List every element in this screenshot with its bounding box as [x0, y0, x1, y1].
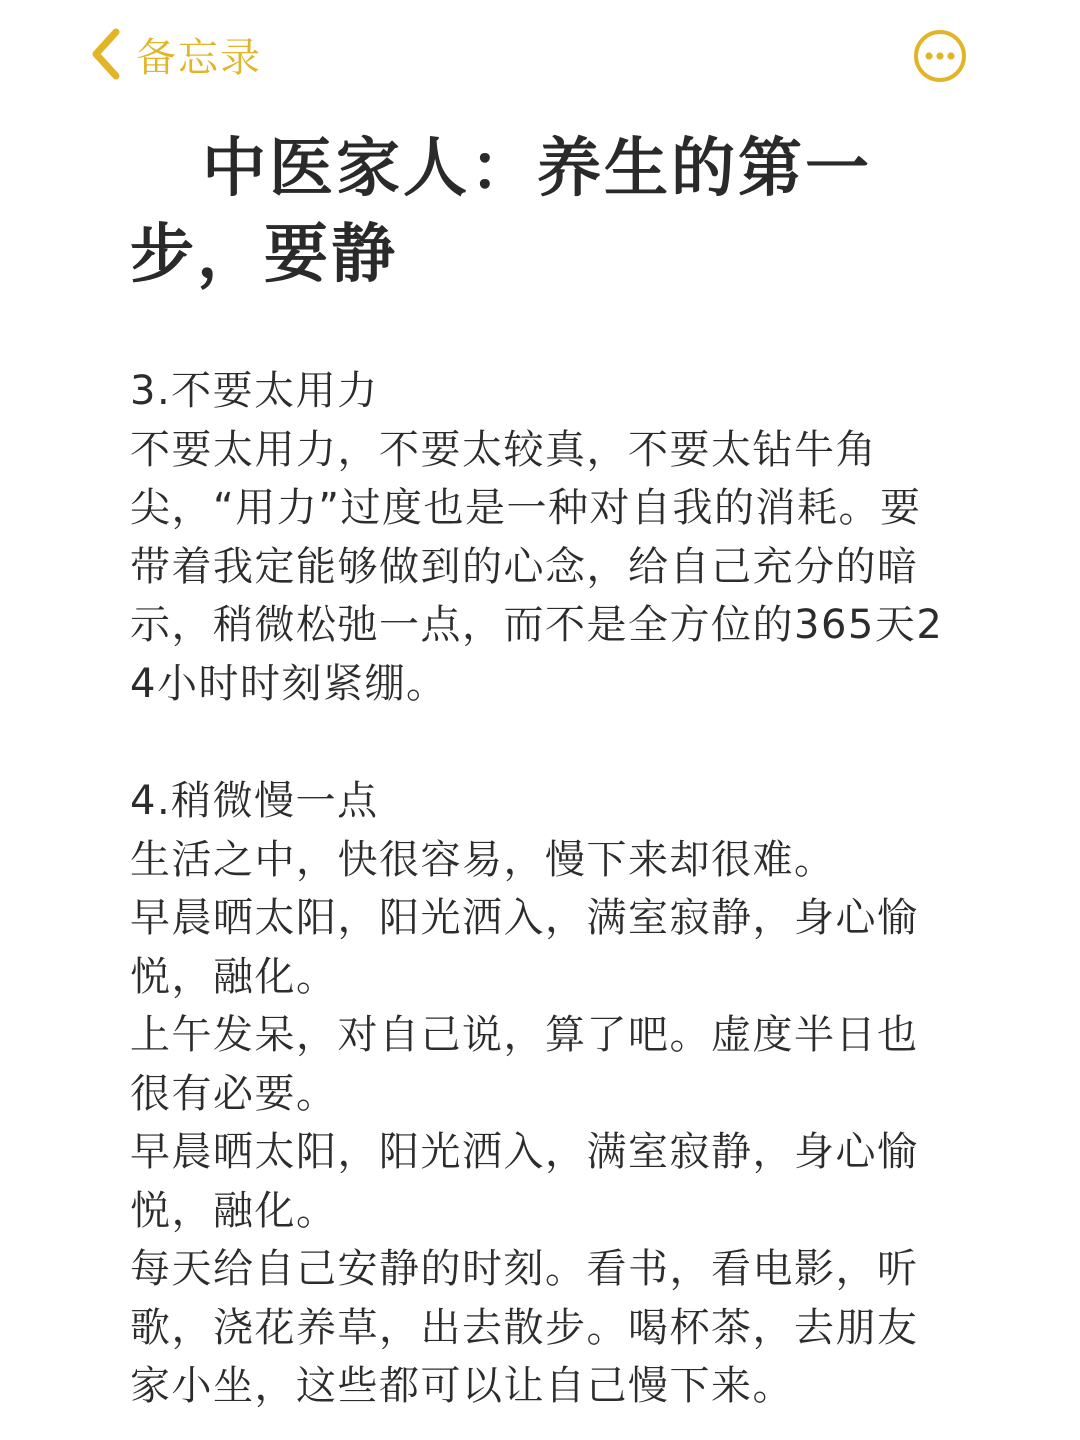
section-paragraph: 每天给自己安静的时刻。看书，看电影，听歌，浇花养草，出去散步。喝杯茶，去朋友家小坐，这些都可以让自己慢下来。 — [130, 1246, 919, 1409]
section-paragraph: 早晨晒太阳，阳光洒入，满室寂静，身心愉悦，融化。 — [130, 1129, 919, 1234]
section-paragraph: 上午发呆，对自己说，算了吧。虚度半日也很有必要。 — [130, 1012, 919, 1117]
back-button-label: 备忘录 — [136, 34, 262, 81]
section-heading: 3.不要太用力 — [130, 368, 379, 414]
note-section — [130, 362, 950, 713]
section-paragraph: 生活之中，快很容易，慢下来却很难。 — [130, 836, 836, 883]
note-title[interactable]: 中医家人：养生的第一步，要静 — [130, 132, 872, 292]
chevron-left-icon — [88, 26, 124, 82]
note-body[interactable] — [130, 362, 950, 1416]
back-button[interactable] — [88, 24, 262, 84]
note-section — [130, 772, 950, 1416]
navigation-bar — [0, 0, 1080, 110]
section-paragraph: 不要太用力，不要太较真，不要太钻牛角尖，“用力”过度也是一种对自我的消耗。要带着我定能够做到的心念，给自己充分的暗示，稍微松弛一点，而不是全方位的365天24小时时刻紧绷。 — [130, 426, 944, 707]
ellipsis-circle-icon — [912, 28, 968, 84]
more-options-button[interactable] — [912, 28, 968, 84]
section-paragraph: 早晨晒太阳，阳光洒入，满室寂静，身心愉悦，融化。 — [130, 895, 919, 1000]
section-heading: 4.稍微慢一点 — [130, 778, 379, 824]
